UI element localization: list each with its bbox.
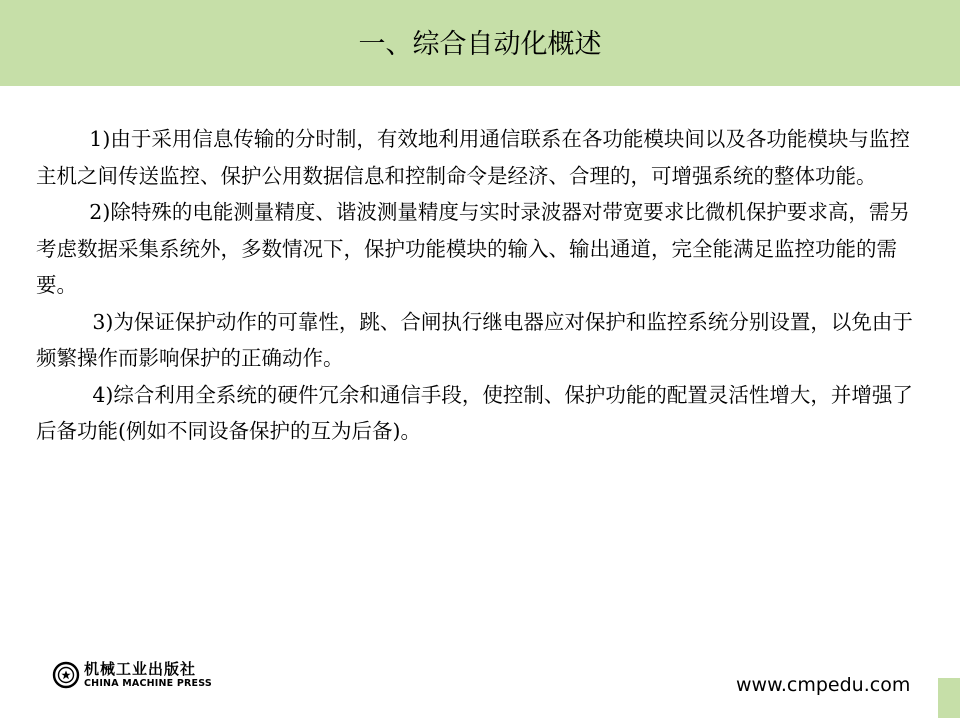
paragraph-2: 2)除特殊的电能测量精度、谐波测量精度与实时录波器对带宽要求比微机保护要求高，需另考虑数据采集系统外，多数情况下，保护功能模块的输入、输出通道，完全能满足监控功能的需要。: [36, 200, 910, 297]
website-url[interactable]: www.cmpedu.com: [736, 674, 911, 696]
publisher-name-en: CHINA MACHINE PRESS: [84, 678, 212, 689]
paragraph-3: 3)为保证保护动作的可靠性，跳、合闸执行继电器应对保护和监控系统分别设置，以免由于频繁操作而影响保护的正确动作。: [36, 309, 913, 370]
footer-corner-accent: [938, 678, 960, 718]
slide-title: 一、综合自动化概述: [358, 29, 602, 60]
body-text: [36, 121, 926, 450]
publisher-logo: [52, 661, 232, 691]
publisher-emblem-icon: [52, 661, 80, 689]
paragraph-1: 1)由于采用信息传输的分时制，有效地利用通信联系在各功能模块间以及各功能模块与监控主机之间传送监控、保护公用数据信息和控制命令是经济、合理的，可增强系统的整体功能。: [36, 127, 910, 188]
paragraph-4: 4)综合利用全系统的硬件冗余和通信手段，使控制、保护功能的配置灵活性增大，并增强了后备功能(例如不同设备保护的互为后备)。: [36, 382, 913, 443]
publisher-name-cn: 机械工业出版社: [84, 660, 197, 678]
